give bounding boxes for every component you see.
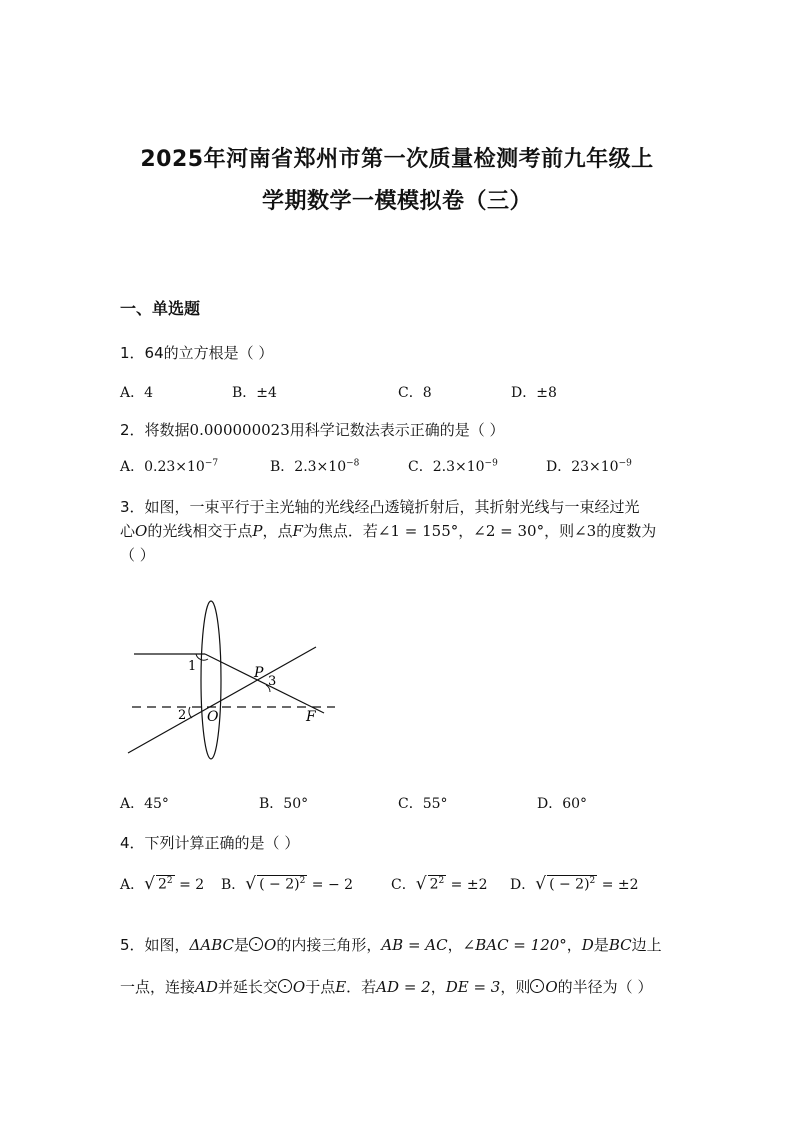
lens-ellipse bbox=[201, 601, 221, 759]
q4-option-d: D．√ ( − 2)$^2$ = ±2 bbox=[510, 874, 639, 894]
page-title-line-1: 2025年河南省郑州市第一次质量检测考前九年级上 bbox=[140, 147, 654, 172]
label-angle-3: 3 bbox=[268, 674, 277, 689]
label-angle-2: 2 bbox=[178, 708, 187, 723]
q4-option-a: A．√ $2^2 = 2$ bbox=[120, 874, 205, 894]
q4-option-b: B．√ ( − 2)$^2$ = − 2 bbox=[221, 874, 354, 894]
q3-option-a: A．45° bbox=[120, 796, 169, 812]
label-point-o: O bbox=[207, 709, 219, 725]
q2-option-b: B．$2.3\times 10^{-8}$ bbox=[270, 458, 360, 475]
label-point-f: F bbox=[306, 709, 316, 725]
q1-option-a: A．4 bbox=[120, 385, 154, 401]
q1-option-d: D．±8 bbox=[511, 385, 557, 401]
label-point-p: P bbox=[254, 665, 264, 681]
question-3-line-3: （ ） bbox=[120, 546, 155, 564]
refracted-ray bbox=[205, 654, 324, 713]
question-1-text: 1．64的立方根是（ ） bbox=[120, 344, 274, 362]
lens-figure bbox=[120, 590, 360, 770]
question-3-line-1: 3．如图，一束平行于主光轴的光线经凸透镜折射后，其折射光线与一束经过光 bbox=[120, 498, 640, 516]
q3-option-b: B．50° bbox=[259, 796, 309, 812]
circle-dot-icon bbox=[249, 937, 263, 951]
page-title-line-2: 学期数学一模模拟卷（三） bbox=[261, 189, 532, 214]
circle-dot-icon bbox=[278, 979, 292, 993]
label-angle-1: 1 bbox=[188, 659, 197, 674]
q3-option-c: C．55° bbox=[398, 796, 448, 812]
q2-option-d: D．$23\times 10^{-9}$ bbox=[546, 458, 632, 475]
circle-dot-icon bbox=[530, 979, 544, 993]
q1-option-b: B．±4 bbox=[232, 385, 277, 401]
q2-number: 0.000000023 bbox=[189, 421, 290, 439]
question-3-line-2: 心O的光线相交于点P，点F为焦点．若∠1 = 155°，∠2 = 30°，则∠3的度数为 bbox=[120, 522, 657, 540]
question-5-line-1: 5．如图，ΔABC是 O的内接三角形，AB = AC，∠BAC = 120°，D是BC边上 bbox=[120, 936, 662, 954]
q1-option-c: C．8 bbox=[398, 385, 432, 401]
q4-option-c: C．√ $2^2 = \pm 2$ bbox=[391, 874, 488, 894]
angle-2-arc bbox=[189, 707, 192, 718]
question-4-text: 4．下列计算正确的是（ ） bbox=[120, 834, 300, 852]
question-2-text: 2．将数据0.000000023用科学记数法表示正确的是（ ） bbox=[120, 421, 505, 439]
question-5-line-2: 一点，连接AD并延长交 O于点E．若AD = 2，DE = 3，则 O的半径为（ ） bbox=[120, 978, 653, 996]
q2-option-c: C．$2.3\times 10^{-9}$ bbox=[408, 458, 498, 475]
section-heading: 一、单选题 bbox=[120, 299, 201, 318]
q3-option-d: D．60° bbox=[537, 796, 588, 812]
q2-option-a: A．$0.23\times 10^{-7}$ bbox=[120, 458, 219, 475]
